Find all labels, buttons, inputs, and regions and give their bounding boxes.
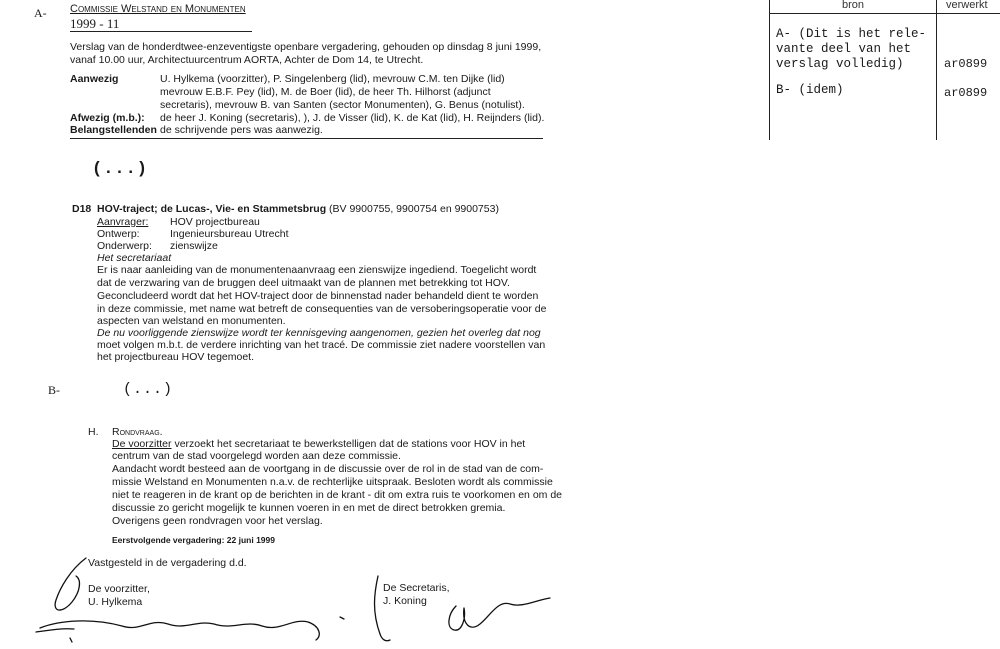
d18-body-line-2: dat de verzwaring van de bruggen deel uitmaakt van de plannen met betrekking tot HOV. bbox=[97, 277, 510, 289]
belangstellenden-text: de schrijvende pers was aanwezig. bbox=[160, 124, 323, 136]
header-bottom-rule bbox=[70, 138, 543, 139]
rondvraag-line-2: centrum van de stad voorgelegd worden aan deze commissie. bbox=[112, 450, 401, 462]
table-row-a-bron-line-3: verslag volledig) bbox=[776, 57, 904, 71]
ellipsis-2: (...) bbox=[123, 381, 174, 398]
table-row-a-bron-line-2: vante deel van het bbox=[776, 42, 912, 56]
ellipsis-1: (...) bbox=[92, 160, 149, 179]
belangstellenden-label: Belangstellenden bbox=[70, 124, 157, 136]
field-label-onderwerp: Onderwerp: bbox=[97, 240, 152, 252]
field-value-onderwerp: zienswijze bbox=[170, 240, 218, 252]
rondvraag-line-5: niet te reageren in de krant op de berichten in de krant - dit om extra ruis te voorkomen en om de bbox=[112, 489, 562, 501]
table-left-border bbox=[769, 0, 770, 140]
table-row-b-bron: B- (idem) bbox=[776, 83, 844, 97]
secretaris-role: De Secretaris, bbox=[383, 582, 450, 594]
table-row-a-bron bbox=[776, 27, 926, 72]
intro-line-2: vanaf 10.00 uur, Architectuurcentrum AORTA, Achter de Dom 14, te Utrecht. bbox=[70, 54, 424, 66]
table-middle-border bbox=[936, 0, 937, 140]
rondvraag-line-4: missie Welstand en Monumenten n.a.v. de rechterlijke uitspraak. Besloten wordt als commissie bbox=[112, 476, 553, 488]
table-row-a-verwerkt: ar0899 bbox=[944, 57, 988, 71]
table-header-rule bbox=[769, 13, 1000, 14]
table-header-verwerkt: verwerkt bbox=[946, 0, 988, 11]
margin-mark-a: A- bbox=[34, 6, 47, 20]
d18-body-line-3: Geconcludeerd wordt dat het HOV-traject door de binnenstad nader behandeld dient te worden bbox=[97, 290, 539, 302]
intro-line-1: Verslag van de honderdtwee-enzeventigste openbare vergadering, gehouden op dinsdag 8 juni 1999, bbox=[70, 41, 542, 53]
commission-name: Commissie Welstand en Monumenten bbox=[70, 3, 246, 15]
aanwezig-line-1: U. Hylkema (voorzitter), P. Singelenberg (lid), mevrouw C.M. ten Dijke (lid) bbox=[160, 73, 505, 85]
rondvraag-line-6: discussie zo gericht mogelijk te kunnen voeren in en met de direct betrokken gremia. bbox=[112, 502, 506, 514]
next-meeting: Eerstvolgende vergadering: 22 juni 1999 bbox=[112, 535, 275, 545]
d18-tail-line-2: het projectbureau HOV tegemoet. bbox=[97, 351, 255, 363]
field-label-ontwerp: Ontwerp: bbox=[97, 228, 140, 240]
d18-title-wrap bbox=[97, 203, 499, 216]
rondvraag-line-7: Overigens geen rondvragen voor het verslag. bbox=[112, 515, 323, 527]
rondvraag-title: Rondvraag. bbox=[112, 426, 163, 438]
table-header-bron: bron bbox=[842, 0, 865, 11]
margin-mark-b: B- bbox=[48, 383, 60, 397]
aanwezig-label: Aanwezig bbox=[70, 73, 119, 85]
field-value-aanvrager: HOV projectbureau bbox=[170, 216, 260, 228]
secretaris-name: J. Koning bbox=[383, 595, 427, 607]
voorzitter-role: De voorzitter, bbox=[88, 583, 150, 595]
field-value-ontwerp: Ingenieursbureau Utrecht bbox=[170, 228, 289, 240]
d18-tail-line-1: moet volgen m.b.t. de verdere inrichting van het tracé. De commissie ziet nadere voorstellen van bbox=[97, 339, 546, 351]
d18-title: HOV-traject; de Lucas-, Vie- en Stammetsbrug bbox=[97, 203, 327, 215]
d18-body-line-4: in deze commissie, met name wat betreft de consequenties van de versoberingsoperatie voor de bbox=[97, 303, 547, 315]
rondvraag-voorzitter: De voorzitter bbox=[112, 438, 172, 450]
report-number: 1999 - 11 bbox=[70, 16, 120, 31]
table-row-b-verwerkt: ar0899 bbox=[944, 86, 988, 100]
afwezig-label: Afwezig (m.b.): bbox=[70, 112, 145, 124]
field-label-aanvrager: Aanvrager: bbox=[97, 216, 149, 228]
d18-italic-line: De nu voorliggende zienswijze wordt ter kennisgeving aangenomen, gezien het overleg dat nog bbox=[97, 327, 541, 339]
rondvraag-line-3: Aandacht wordt besteed aan de voortgang in de discussie over de rol in de stad van de com- bbox=[112, 463, 544, 475]
d18-code: D18 bbox=[72, 203, 92, 215]
header-rule bbox=[70, 31, 252, 32]
afwezig-text: de heer J. Koning (secretaris), ), J. de Visser (lid), K. de Kat (lid), H. Reijnders (lid). bbox=[160, 112, 545, 124]
aanwezig-line-3: secretaris), mevrouw B. van Santen (sector Monumenten), G. Benus (notulist). bbox=[160, 99, 525, 111]
d18-body-line-1: Er is naar aanleiding van de monumentenaanvraag een zienswijze ingediend. Toegelicht wordt bbox=[97, 264, 537, 276]
vastgesteld: Vastgesteld in de vergadering d.d. bbox=[88, 557, 247, 569]
rondvraag-letter: H. bbox=[88, 426, 99, 438]
d18-title-ref: (BV 9900755, 9900754 en 9900753) bbox=[329, 203, 499, 215]
rondvraag-line-1-rest: verzoekt het secretariaat te bewerkstelligen dat de stations voor HOV in het bbox=[171, 438, 526, 450]
aanwezig-line-2: mevrouw E.B.F. Pey (lid), M. de Boer (lid), de heer Th. Hilhorst (adjunct bbox=[160, 86, 491, 98]
d18-body-line-5: aspecten van welstand en monumenten. bbox=[97, 315, 286, 327]
secretaris-signature bbox=[360, 570, 560, 649]
voorzitter-name: U. Hylkema bbox=[88, 596, 143, 608]
table-row-a-bron-line-1: A- (Dit is het rele- bbox=[776, 27, 927, 41]
secretariaat-heading: Het secretariaat bbox=[97, 252, 172, 264]
